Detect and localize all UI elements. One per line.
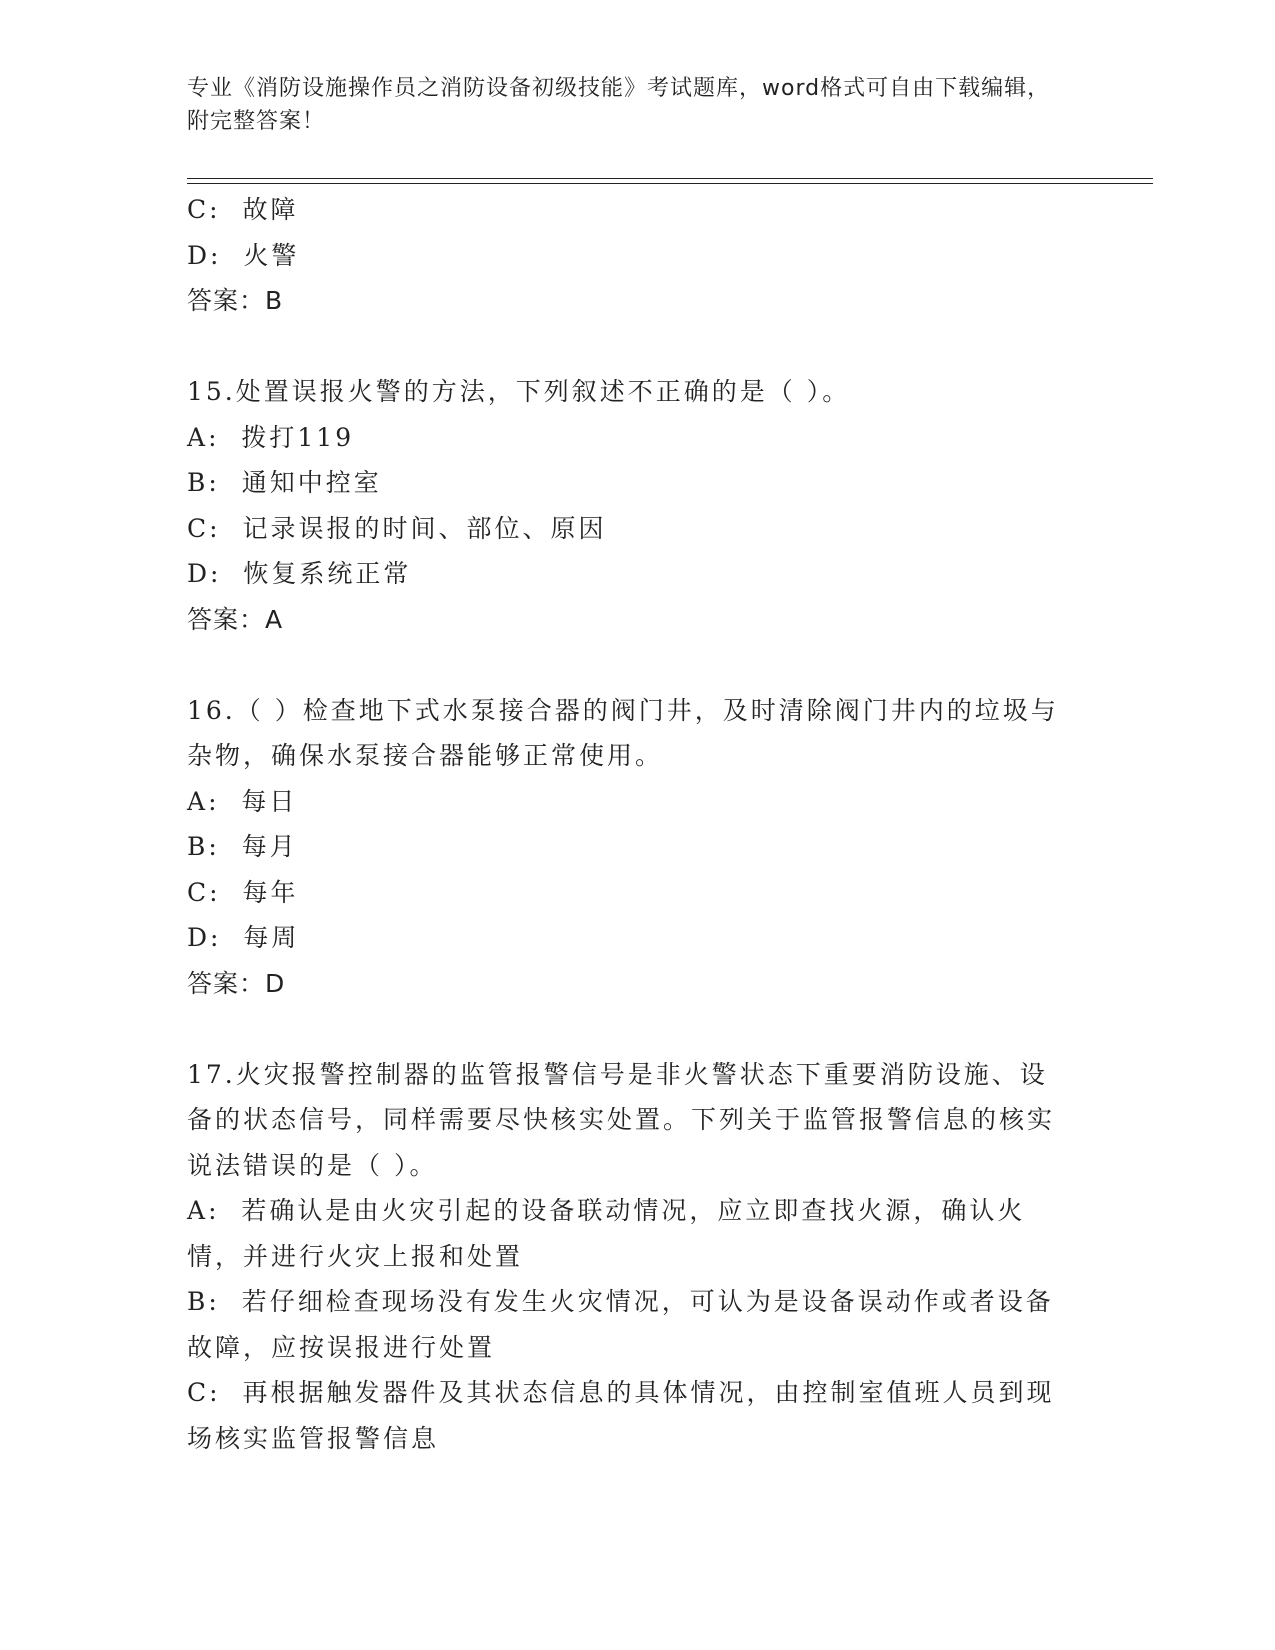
option-b: B: 通知中控室 <box>187 468 382 497</box>
question-15-stem: 15.处置误报火警的方法，下列叙述不正确的是（ ）。 <box>187 377 851 406</box>
question-16-stem: 16.（ ）检查地下式水泵接合器的阀门井，及时清除阀门井内的垃圾与杂物，确保水泵接合器能够正常使用。 <box>187 695 1059 770</box>
option-d: D: 恢复系统正常 <box>187 559 412 588</box>
answer-line: 答案：D <box>187 968 286 998</box>
option-c: C: 记录误报的时间、部位、原因 <box>187 513 607 543</box>
header-divider-top <box>187 178 1153 179</box>
option-a: A: 拨打119 <box>187 422 355 452</box>
option-a: A: 若确认是由火灾引起的设备联动情况，应立即查找火源，确认火情，并进行火灾上报和处置 <box>187 1196 1026 1271</box>
answer-line: 答案：A <box>187 604 284 634</box>
spacer <box>187 324 1067 370</box>
spacer <box>187 642 1067 688</box>
spacer <box>187 1006 1067 1052</box>
question-17-stem: 17.火灾报警控制器的监管报警信号是非火警状态下重要消防设施、设备的状态信号，同样需要尽快核实处置。下列关于监管报警信息的核实说法错误的是（ ）。 <box>187 1059 1056 1180</box>
header-divider-bottom <box>187 183 1153 184</box>
option-c: C: 每年 <box>187 877 299 907</box>
option-b: B: 若仔细检查现场没有发生火灾情况，可认为是设备误动作或者设备故障，应按误报进行处置 <box>187 1287 1054 1362</box>
option-d: D: 每周 <box>187 923 300 952</box>
answer-line: 答案：B <box>187 286 284 315</box>
option-a: A: 每日 <box>187 786 298 816</box>
page-header: 专业《消防设施操作员之消防设备初级技能》考试题库，word格式可自由下载编辑，附完整答案！ <box>187 76 1051 134</box>
option-b: B: 每月 <box>187 832 298 861</box>
question-content <box>187 187 1067 1461</box>
option-c: C: 故障 <box>187 195 299 224</box>
option-d: D: 火警 <box>187 240 300 270</box>
option-c: C: 再根据触发器件及其状态信息的具体情况，由控制室值班人员到现场核实监管报警信息 <box>187 1378 1055 1453</box>
